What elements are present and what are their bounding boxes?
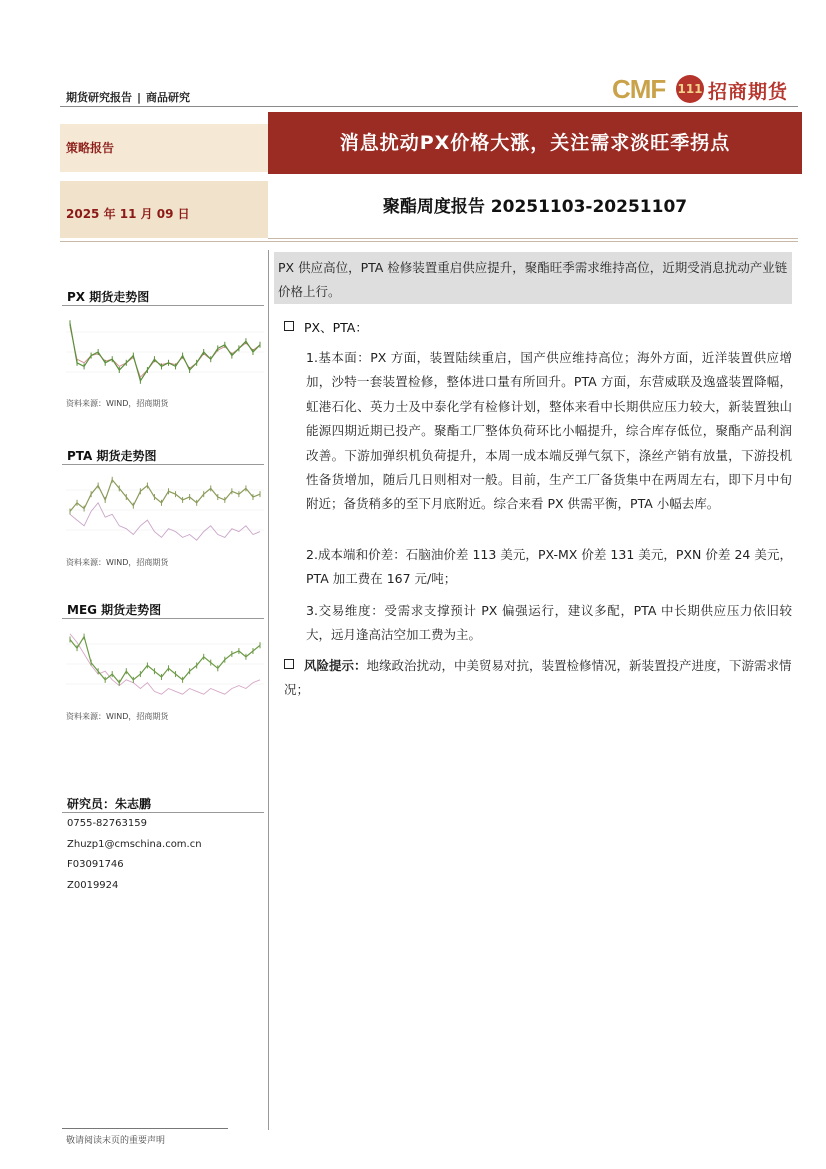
analyst-rule: [62, 812, 264, 813]
analyst-license-f: F03091746: [67, 859, 124, 870]
meg-chart-rule: [62, 618, 264, 619]
analyst-email[interactable]: Zhuzp1@cmschina.com.cn: [67, 839, 202, 850]
header-separator: |: [137, 91, 142, 104]
summary-text: PX 供应高位，PTA 检修装置重启供应提升，聚酯旺季需求维持高位，近期受消息扰动产业链价格上行。: [278, 260, 788, 299]
meg-chart-title: MEG 期货走势图: [67, 603, 162, 617]
checkbox-bullet-icon: [284, 321, 294, 331]
sidebar-divider: [268, 250, 269, 1130]
pta-chart-title: PTA 期货走势图: [67, 449, 157, 463]
logo-chinese: 招商期货: [708, 81, 789, 103]
header-category-label: 期货研究报告: [66, 91, 132, 104]
px-chart-rule: [62, 305, 264, 306]
meg-chart-source: 资料来源：WIND，招商期货: [66, 712, 169, 721]
report-title: 消息扰动PX价格大涨，关注需求淡旺季拐点: [339, 132, 731, 154]
paragraph-trading: 3.交易维度：受需求支撑预计 PX 偏强运行，建议多配，PTA 中长期供应压力依旧较大，远月逢高沽空加工费为主。: [306, 603, 792, 643]
report-type-label: 策略报告: [66, 141, 115, 155]
risk-label: 风险提示：: [304, 658, 367, 673]
footer-disclaimer: 敬请阅读末页的重要声明: [66, 1136, 166, 1146]
report-date: 2025 年 11 月 09 日: [66, 207, 190, 221]
paragraph-cost-spread: 2.成本端和价差：石脑油价差 113 美元，PX-MX 价差 131 美元，PXN 价差 24 美元，PTA 加工费在 167 元/吨；: [306, 547, 792, 587]
pta-chart-source: 资料来源：WIND，招商期货: [66, 558, 169, 567]
logo-badge-icon: 111: [676, 75, 704, 103]
risk-text: 地缘政治扰动，中美贸易对抗，装置检修情况，新装置投产进度，下游需求情况；: [284, 658, 792, 698]
paragraph-fundamentals: 1.基本面：PX 方面，装置陆续重启，国产供应维持高位；海外方面，近洋装置供应增加，沙特一套装置检修，整体进口量有所回升。PTA 方面，东营威联及逸盛装置降幅，虹港石化、英力士及中泰化学有检修计划，整体来看中长期供应压力较大，新装置独山能源四期近期已投产。聚酯工厂整体负荷环比小幅提升，综合库存低位，聚酯产品利润改善。下游加弹织机负荷提升，本周一成本端反弹气氛下，涤丝产销有放量，下游投机性备货增加，随后几日则相对一般。目前，生产工厂备货集中在两周左右，即下月中旬附近；备货稍多的至下月底附近。综合来看 PX 供需平衡，PTA 小幅去库。: [306, 350, 792, 512]
chart-series-line-1: [70, 503, 260, 540]
header-category: [66, 89, 190, 105]
analyst-name: 研究员：朱志鹏: [67, 797, 152, 811]
report-subtitle: 聚酯周度报告 20251103-20251107: [382, 197, 688, 217]
px-chart-source: 资料来源：WIND，招商期货: [66, 399, 169, 408]
header-subcategory-label: 商品研究: [146, 91, 191, 104]
analyst-license-z: Z0019924: [67, 880, 119, 891]
risk-warning: [284, 654, 792, 703]
px-chart-title: PX 期货走势图: [67, 290, 150, 304]
section-heading-label: PX、PTA：: [304, 320, 368, 335]
logo-latin: CMF: [612, 74, 666, 104]
pta-chart-rule: [62, 464, 264, 465]
analyst-phone: 0755-82763159: [67, 818, 147, 829]
header-divider: [60, 106, 798, 107]
chart-series-line-0: [70, 637, 260, 683]
px-futures-chart: [66, 312, 264, 392]
cmf-logo: [612, 72, 802, 106]
subtitle-divider-lower: [60, 241, 798, 242]
meg-futures-chart: [66, 624, 264, 704]
pta-futures-chart: [66, 470, 264, 550]
section-heading: [284, 318, 368, 336]
footer-divider: [62, 1128, 228, 1129]
subtitle-divider: [268, 238, 798, 239]
checkbox-bullet-icon: [284, 659, 294, 669]
